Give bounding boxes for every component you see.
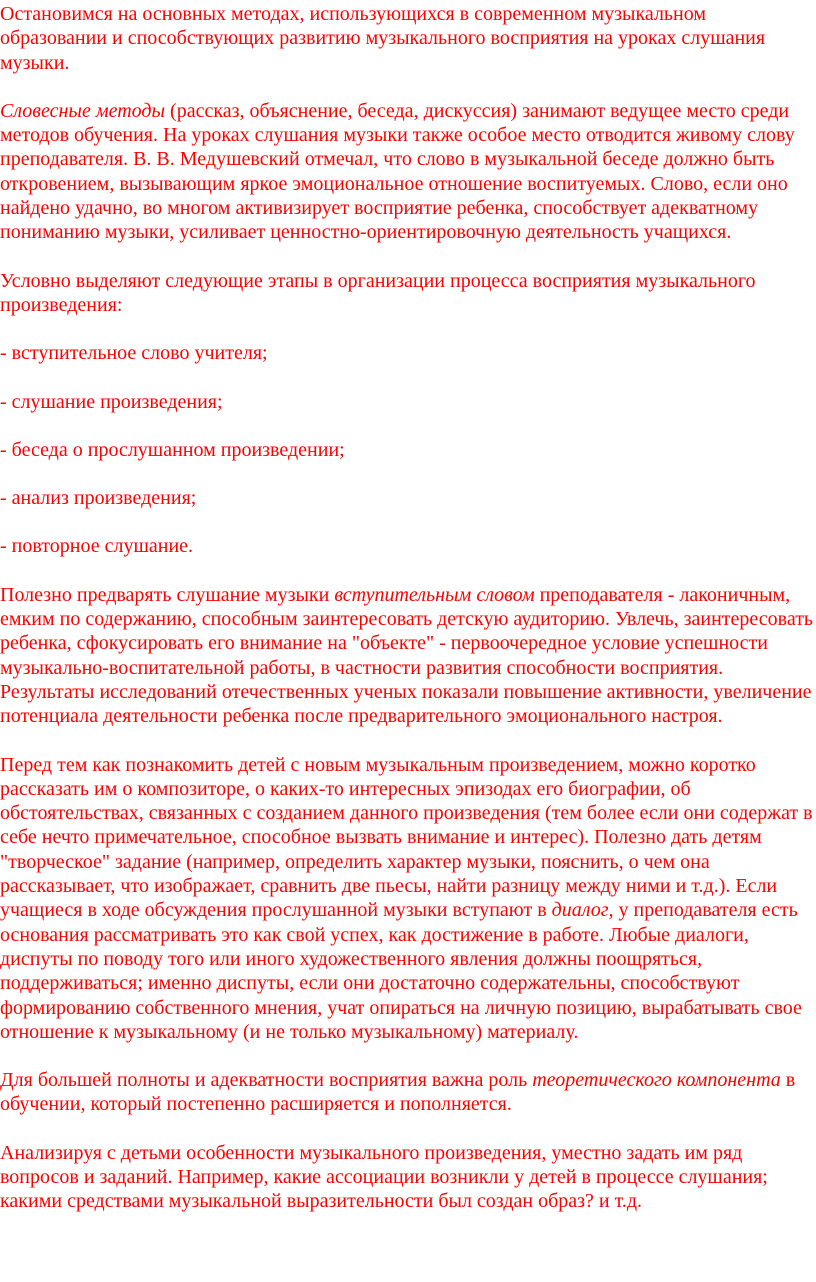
paragraph-theoretical-component: [0, 1068, 816, 1117]
paragraph-verbal-methods: [0, 99, 816, 245]
emphasis-theoretical-component: теоретического компонента: [532, 1069, 781, 1092]
paragraph-introductory-word-b: преподавателя - лаконичным, емким по содержанию, способным заинтересовать детскую аудиторию. Увлечь, заинтересовать ребенка, сфокусировать его внимание на "объекте" - первоочередное условие успешности музыкально-воспитательной работы, в частности развития способности восприятия. Результаты исследований отечественных ученых показали повышение активности, увеличение потенциала деятельности ребенка после предварительного эмоционального настроя.: [0, 583, 814, 728]
stage-list-item: - анализ произведения;: [0, 487, 197, 510]
emphasis-dialogue: диалог,: [551, 899, 614, 922]
paragraph-theoretical-component-b: в обучении, который постепенно расширяется и пополняется.: [0, 1069, 796, 1116]
paragraph-before-listening: [0, 753, 816, 1045]
emphasis-verbal-methods: Словесные методы: [0, 99, 166, 122]
paragraph-introductory-word-a: Полезно предварять слушание музыки: [0, 583, 335, 606]
stage-list-item: - слушание произведения;: [0, 390, 223, 413]
paragraph-theoretical-component-a: Для большей полноты и адекватности восприятия важна роль: [0, 1069, 533, 1092]
paragraph-intro: Остановимся на основных методах, использующихся в современном музыкальном образовании и способствующих развитию музыкального восприятия на уроках слушания музыки.: [0, 3, 766, 74]
paragraph-verbal-methods-text: (рассказ, объяснение, беседа, дискуссия) занимают ведущее место среди методов обучения. На уроках слушания музыки также особое место отводится живому слову преподавателя. В. В. Медушевский отмечал, что слово в музыкальной беседе должно быть откровением, вызывающим яркое эмоциональное отношение воспитуемых. Слово, если оно найдено удачно, во многом активизирует восприятие ребенка, способствует адекватному пониманию музыки, усиливает ценностно-ориентировочную деятельность учащихся.: [0, 99, 795, 244]
paragraph-before-listening-b: у преподавателя есть основания рассматривать это как свой успех, как достижение в работе. Любые диалоги, диспуты по поводу того или иного художественного явления должны поощряться, поддерживаться; именно диспуты, если они достаточно содержательны, способствуют формированию собственного мнения, учат опираться на личную позицию, вырабатывать свое отношение к музыкальному (и не только музыкальному) материалу.: [0, 899, 802, 1043]
stage-list-item: - беседа о прослушанном произведении;: [0, 438, 345, 461]
stage-list-item: - вступительное слово учителя;: [0, 342, 268, 365]
stage-list-item: - повторное слушание.: [0, 535, 194, 558]
paragraph-analysis: Анализируя с детьми особенности музыкального произведения, уместно задать им ряд вопросов и заданий. Например, какие ассоциации возникли у детей в процессе слушания; какими средствами музыкальной выразительности был создан образ? и т.д.: [0, 1141, 768, 1213]
paragraph-before-listening-a: Перед тем как познакомить детей с новым музыкальным произведением, можно коротко рассказать им о композиторе, о каких-то интересных эпизодах его биографии, об обстоятельствах, связанных с созданием данного произведения (тем более если они содержат в себе нечто примечательное, способное вызвать внимание и интерес). Полезно дать детям "творческое" задание (например, определить характер музыки, пояснить, о чем она рассказывает, что изображает, сравнить две пьесы, найти разницу между ними и т.д.). Если учащиеся в ходе обсуждения прослушанной музыки вступают в: [0, 753, 813, 922]
emphasis-introductory-word: вступительным словом: [334, 583, 535, 606]
paragraph-introductory-word: [0, 583, 816, 729]
paragraph-stages-intro: Условно выделяют следующие этапы в организации процесса восприятия музыкального произведения:: [0, 269, 756, 316]
